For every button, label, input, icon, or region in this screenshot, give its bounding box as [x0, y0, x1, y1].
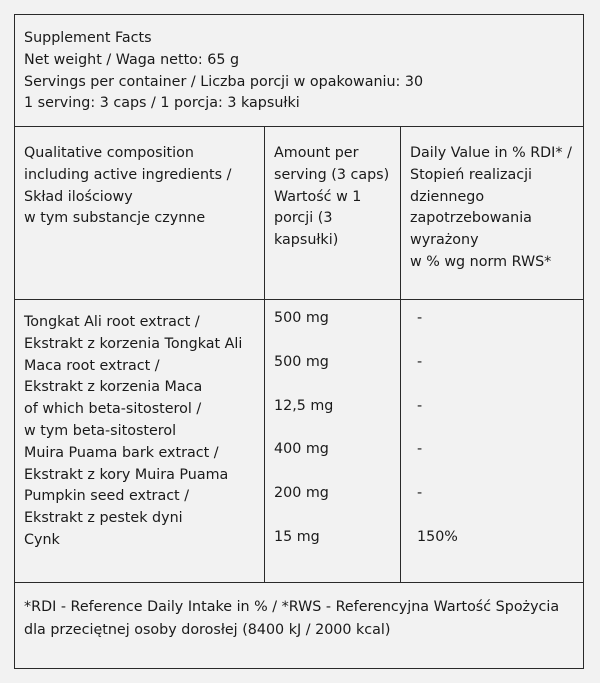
serving-size: 1 serving: 3 caps / 1 porcja: 3 kapsułki [24, 95, 300, 112]
ingredient-line: Cynk [24, 531, 60, 548]
ingredient-line: Ekstrakt z korzenia Tongkat Ali [24, 335, 243, 352]
rdi-footnote [15, 582, 583, 642]
daily-value: - [417, 354, 423, 370]
net-weight: Net weight / Waga netto: 65 g [24, 51, 240, 68]
daily-value-header-line: w % wg norm RWS* [410, 253, 552, 270]
amount-value: 500 mg [274, 310, 329, 326]
composition-column-header [15, 127, 264, 299]
amount-value: 12,5 mg [274, 398, 334, 414]
ingredient-line: of which beta-sitosterol / [24, 401, 202, 418]
amount-column-header [264, 127, 400, 299]
amount-value: 200 mg [274, 485, 329, 501]
daily-values-column [400, 299, 583, 582]
facts-title: Supplement Facts [24, 30, 152, 46]
amount-header-line: Amount per [274, 145, 359, 161]
ingredient-line: Pumpkin seed extract / [24, 488, 190, 505]
composition-header-line: w tym substancje czynne [24, 210, 206, 227]
daily-value-header-line: wyrażony [410, 232, 479, 249]
amount-header-line: porcji (3 [274, 210, 333, 227]
amount-header-line: serving (3 caps) [274, 166, 390, 183]
ingredients-column [15, 299, 264, 582]
amount-value: 500 mg [274, 354, 329, 370]
daily-value-header-line: zapotrzebowania [410, 210, 532, 227]
facts-header [15, 15, 583, 127]
ingredient-line: Tongkat Ali root extract / [24, 314, 200, 330]
amount-value: 15 mg [274, 529, 320, 545]
daily-value: 150% [417, 529, 458, 545]
daily-value: - [417, 398, 423, 414]
daily-value: - [417, 485, 423, 501]
daily-value-header-line: Daily Value in % RDI* / [410, 145, 572, 161]
amount-header-line: kapsułki) [274, 232, 339, 249]
ingredient-line: Ekstrakt z korzenia Maca [24, 379, 203, 396]
daily-value: - [417, 441, 423, 457]
daily-value-column-header [400, 127, 583, 299]
footnote-line: dla przeciętnej osoby dorosłej (8400 kJ / 2000 kcal) [24, 622, 391, 638]
ingredient-line: w tym beta-sitosterol [24, 422, 177, 439]
daily-value-header-line: dziennego [410, 188, 485, 205]
footnote-line: *RDI - Reference Daily Intake in % / *RWS - Referencyjna Wartość Spożycia [24, 599, 560, 615]
amount-value: 400 mg [274, 441, 329, 457]
servings-per-container: Servings per container / Liczba porcji w opakowaniu: 30 [24, 73, 424, 90]
amounts-column [264, 299, 400, 582]
amount-header-line: Wartość w 1 [274, 188, 362, 205]
supplement-facts-table [14, 14, 584, 669]
composition-header-line: Qualitative composition [24, 145, 194, 161]
ingredient-line: Ekstrakt z kory Muira Puama [24, 466, 229, 483]
ingredient-line: Ekstrakt z pestek dyni [24, 510, 183, 527]
ingredient-line: Maca root extract / [24, 357, 160, 374]
daily-value: - [417, 310, 423, 326]
daily-value-header-line: Stopień realizacji [410, 166, 533, 183]
composition-header-line: Skład ilościowy [24, 188, 133, 205]
composition-header-line: including active ingredients / [24, 166, 232, 183]
ingredient-line: Muira Puama bark extract / [24, 444, 219, 461]
